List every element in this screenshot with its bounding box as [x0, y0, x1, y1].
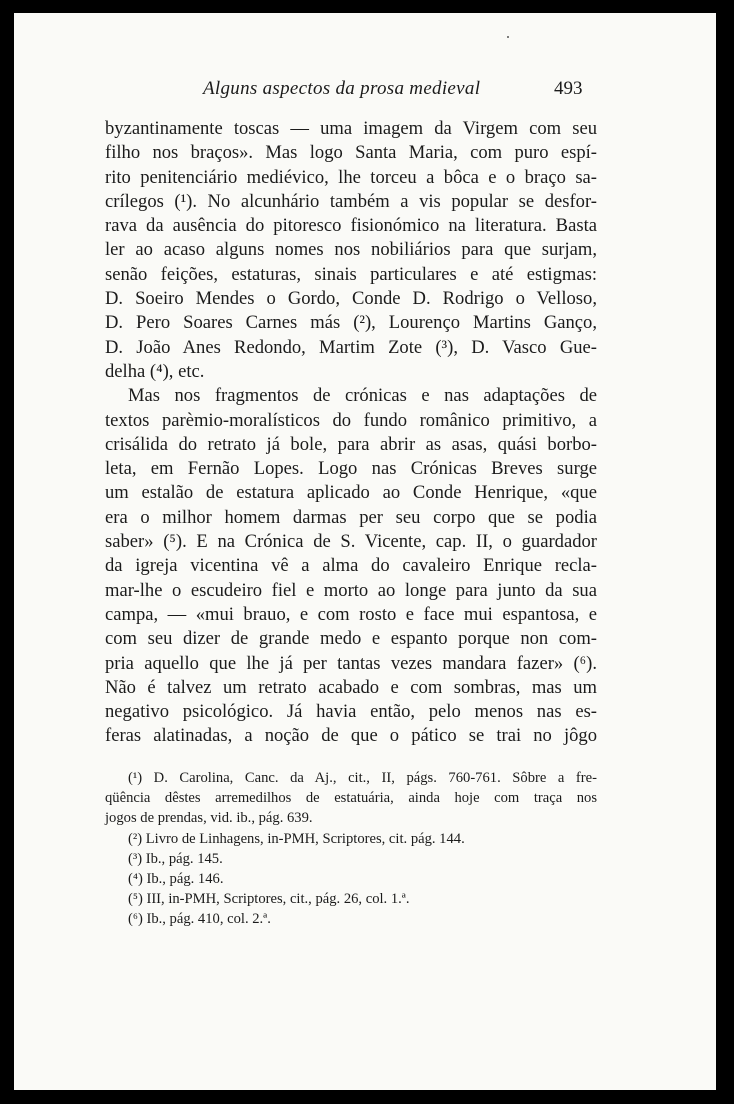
text-line: byzantinamente toscas — uma imagem da Virgem com seu — [105, 118, 597, 139]
text-line: ler ao acaso alguns nomes nos nobiliários para que surjam, — [105, 239, 597, 261]
text-line: crisálida do retrato já bole, para abrir as asas, quási borbo- — [105, 433, 597, 455]
text-line: rava da ausência do pitoresco fisionómico na literatura. Basta — [105, 215, 597, 237]
footnote-2: (²) Livro de Linhagens, in-PMH, Scriptores, cit. pág. 144. — [128, 830, 465, 847]
text-line: senão feições, estaturas, sinais particulares e até estigmas: — [105, 263, 597, 285]
footnote-6: (⁶) Ib., pág. 410, col. 2.ª. — [128, 911, 271, 928]
footnotes — [105, 768, 597, 930]
text-line: delha (⁴), etc. — [105, 360, 205, 382]
page-header — [14, 74, 716, 104]
text-line: pria aquello que lhe já per tantas vezes mandara fazer» (⁶). — [105, 652, 597, 674]
footnote-4: (⁴) Ib., pág. 146. — [128, 870, 224, 887]
text-line: rito penitenciário mediévico, lhe torceu a bôca e o braço sa- — [105, 166, 597, 188]
footnote-1: (¹) D. Carolina, Canc. da Aj., cit., II, págs. 760-761. Sôbre a fre- — [128, 770, 597, 786]
text-line: textos parèmio-moralísticos do fundo românico primitivo, a — [105, 409, 597, 431]
text-line: filho nos braços». Mas logo Santa Maria, com puro espí- — [105, 142, 597, 164]
text-line: era o milhor homem darmas per seu corpo que se podia — [105, 506, 597, 528]
print-speck — [507, 36, 509, 38]
text-line: leta, em Fernão Lopes. Logo nas Crónicas Breves surge — [105, 458, 597, 480]
text-line: um estalão de estatura aplicado ao Conde Henrique, «que — [105, 482, 597, 504]
footnote-1-cont: jogos de prendas, vid. ib., pág. 639. — [105, 810, 313, 827]
text-line: feras alatinadas, a noção de que o pático se trai no jôgo — [105, 725, 597, 747]
footnote-5: (⁵) III, in-PMH, Scriptores, cit., pág. 26, col. 1.ª. — [128, 891, 410, 908]
text-line: D. Soeiro Mendes o Gordo, Conde D. Rodrigo o Velloso, — [105, 288, 597, 310]
text-line: campa, — «mui brauo, e com rosto e face mui espantosa, e — [105, 603, 597, 625]
text-line: da igreja vicentina vê a alma do cavaleiro Enrique recla- — [105, 555, 597, 577]
text-line: mar-lhe o escudeiro fiel e morto ao longe para junto da sua — [105, 579, 597, 601]
text-line: saber» (⁵). E na Crónica de S. Vicente, cap. II, o guardador — [105, 531, 597, 553]
text-line: com seu dizer de grande medo e espanto porque non com- — [105, 628, 597, 650]
book-page — [14, 13, 716, 1090]
text-line: D. João Anes Redondo, Martim Zote (³), D. Vasco Gue- — [105, 336, 597, 358]
text-line: D. Pero Soares Carnes más (²), Lourenço Martins Ganço, — [105, 312, 597, 334]
body-text — [105, 117, 597, 749]
text-line: negativo psicológico. Já havia então, pelo menos nas es- — [105, 701, 597, 723]
page-number: 493 — [554, 78, 583, 99]
text-line: crílegos (¹). No alcunhário também a vis popular se desfor- — [105, 190, 597, 212]
footnote-1-cont: qüência dêstes arremedilhos de estatuária, ainda hoje com traça nos — [105, 790, 597, 807]
footnote-3: (³) Ib., pág. 145. — [128, 850, 223, 867]
running-title: Alguns aspectos da prosa medieval — [203, 78, 481, 99]
paragraph-start-line: Mas nos fragmentos de crónicas e nas adaptações de — [128, 385, 597, 407]
text-line: Não é talvez um retrato acabado e com sombras, mas um — [105, 676, 597, 698]
